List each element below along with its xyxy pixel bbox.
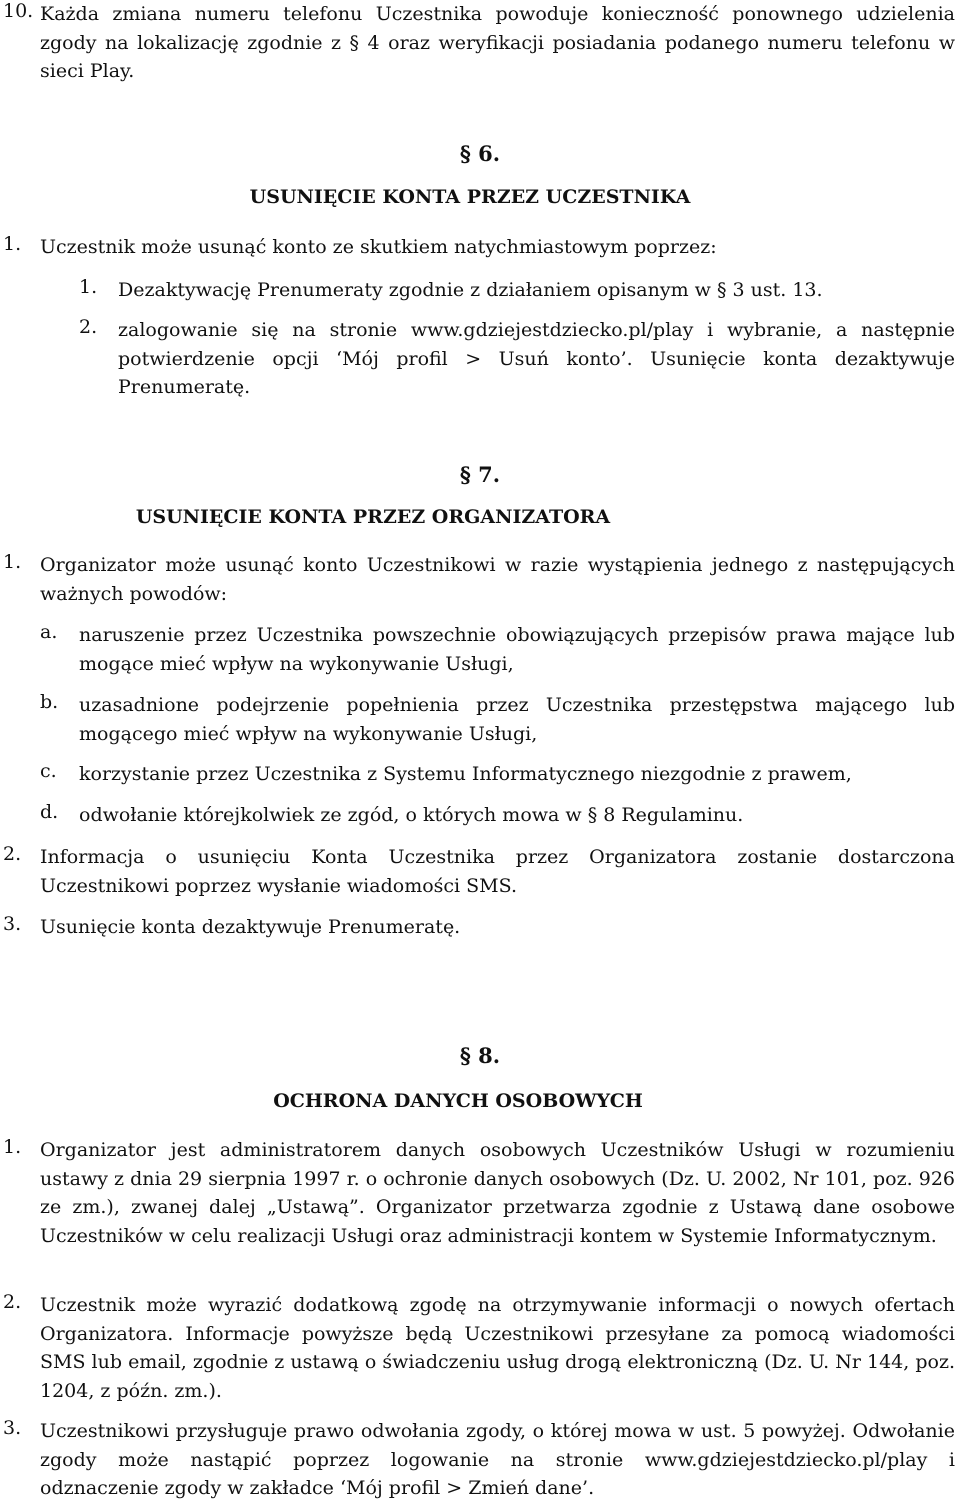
paragraph-text: Uczestnik może wyrazić dodatkową zgodę na otrzymywanie informacji o nowych ofertach Organizatora. Informacje powyższe będą Uczestnikowi przesyłane za pomocą wiadomości SMS lub email, zgodnie z ustawą o świadczeniu usług drogą elektroniczną (Dz. U. Nr 144, poz. 1204, z późn. zm.). <box>40 1294 955 1402</box>
subitem-text: Dezaktywację Prenumeraty zgodnie z działaniem opisanym w § 3 ust. 13. <box>118 279 823 301</box>
subitem-text: naruszenie przez Uczestnika powszechnie obowiązujących przepisów prawa mające lub mogące mieć wpływ na wykonywanie Usługi, <box>79 624 955 675</box>
section-title: OCHRONA DANYCH OSOBOWYCH <box>273 1090 643 1112</box>
section-title: USUNIĘCIE KONTA PRZEZ ORGANIZATORA <box>135 506 611 528</box>
paragraph-text: Organizator jest administratorem danych osobowych Uczestników Usługi w rozumieniu ustawy z dnia 29 sierpnia 1997 r. o ochronie danych osobowych (Dz. U. 2002, Nr 101, poz. 926 ze zm.), zwanej dalej „Ustawą”. Organizator przetwarza zgodnie z Ustawą dane osobowe Uczestników w celu realizacji Usługi oraz administracji kontem w Systemie Informatycznym. <box>40 1139 955 1247</box>
section-number: § 8. <box>459 1043 501 1068</box>
paragraph-text: Uczestnikowi przysługuje prawo odwołania zgody, o której mowa w ust. 5 powyżej. Odwołanie zgody może nastąpić poprzez logowanie na stronie www.gdziejestdziecko.pl/play i odznaczenie zgody w zakładce ‘Mój profil > Zmień dane’. <box>40 1420 955 1499</box>
section-title: USUNIĘCIE KONTA PRZEZ UCZESTNIKA <box>249 186 691 208</box>
subitem-text: korzystanie przez Uczestnika z Systemu Informatycznego niezgodnie z prawem, <box>79 763 852 785</box>
subitem-letter: a. <box>40 621 58 643</box>
paragraph-text: Organizator może usunąć konto Uczestnikowi w razie wystąpienia jednego z następujących ważnych powodów: <box>40 554 955 605</box>
item-number: 2. <box>3 843 22 865</box>
section-number: § 6. <box>459 141 501 166</box>
subitem-number: 1. <box>79 276 98 298</box>
item-number: 2. <box>3 1291 22 1313</box>
item-number: 3. <box>3 913 22 935</box>
paragraph-text: Informacja o usunięciu Konta Uczestnika przez Organizatora zostanie dostarczona Uczestnikowi poprzez wysłanie wiadomości SMS. <box>40 846 955 897</box>
subitem-text: odwołanie którejkolwiek ze zgód, o których mowa w § 8 Regulaminu. <box>79 804 744 826</box>
subitem-letter: c. <box>40 760 57 782</box>
paragraph-text: Uczestnik może usunąć konto ze skutkiem natychmiastowym poprzez: <box>40 236 717 258</box>
section-number: § 7. <box>459 462 501 487</box>
paragraph-text: Każda zmiana numeru telefonu Uczestnika powoduje konieczność ponownego udzielenia zgody na lokalizację zgodnie z § 4 oraz weryfikacji posiadania podanego numeru telefonu w sieci Play. <box>40 3 955 82</box>
item-number: 1. <box>3 1136 22 1158</box>
item-number: 3. <box>3 1417 22 1439</box>
paragraph-text: Usunięcie konta dezaktywuje Prenumeratę. <box>40 916 461 938</box>
subitem-text: uzasadnione podejrzenie popełnienia przez Uczestnika przestępstwa mającego lub mogącego mieć wpływ na wykonywanie Usługi, <box>79 694 955 745</box>
item-number: 1. <box>3 551 22 573</box>
subitem-number: 2. <box>79 316 98 338</box>
subitem-letter: b. <box>40 691 59 713</box>
subitem-text: zalogowanie się na stronie www.gdziejestdziecko.pl/play i wybranie, a następnie potwierdzenie opcji ‘Mój profil > Usuń konto’. Usunięcie konta dezaktywuje Prenumeratę. <box>118 319 955 398</box>
item-number: 1. <box>3 233 22 255</box>
item-number: 10. <box>3 0 34 22</box>
subitem-letter: d. <box>40 801 59 823</box>
